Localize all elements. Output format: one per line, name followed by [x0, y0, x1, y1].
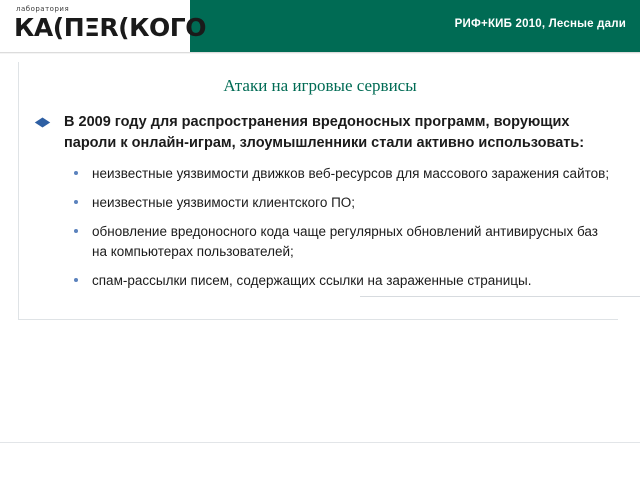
header-shadow [0, 52, 640, 54]
diamond-bullet-icon [35, 117, 50, 127]
bullet-text: обновление вредоносного кода чаще регулярных обновлений антивирусных баз на компьютерах пользователей; [92, 224, 598, 259]
decorative-line-bottom [0, 442, 640, 443]
bullet-text: В 2009 году для распространения вредоносных программ, ворующих пароли к онлайн-играм, злоумышленники стали активно использовать: [64, 114, 585, 151]
logo-subtitle: лаборатория [16, 5, 70, 13]
list-item [34, 112, 614, 154]
bullet-text: неизвестные уязвимости движков веб-ресурсов для массового заражения сайтов; [92, 166, 610, 181]
slide-header [0, 0, 640, 52]
list-item [34, 271, 614, 291]
dot-bullet-icon [74, 229, 78, 233]
list-item [34, 164, 614, 184]
slide-body [34, 112, 614, 300]
kaspersky-logo [14, 4, 206, 48]
dot-bullet-icon [74, 278, 78, 282]
bullet-text: спам-рассылки писем, содержащих ссылки на зараженные страницы. [92, 273, 532, 288]
list-item [34, 222, 614, 262]
dot-bullet-icon [74, 200, 78, 204]
decorative-line-right [360, 296, 640, 297]
event-title: РИФ+КИБ 2010, Лесные дали [454, 18, 626, 30]
page-title: Атаки на игровые сервисы [223, 76, 417, 95]
logo-wordmark: КА(ПΞR(КОГО [14, 13, 206, 42]
list-item [34, 193, 614, 213]
bullet-text: неизвестные уязвимости клиентского ПО; [92, 195, 356, 210]
dot-bullet-icon [74, 171, 78, 175]
sub-bullet-list [34, 164, 614, 291]
